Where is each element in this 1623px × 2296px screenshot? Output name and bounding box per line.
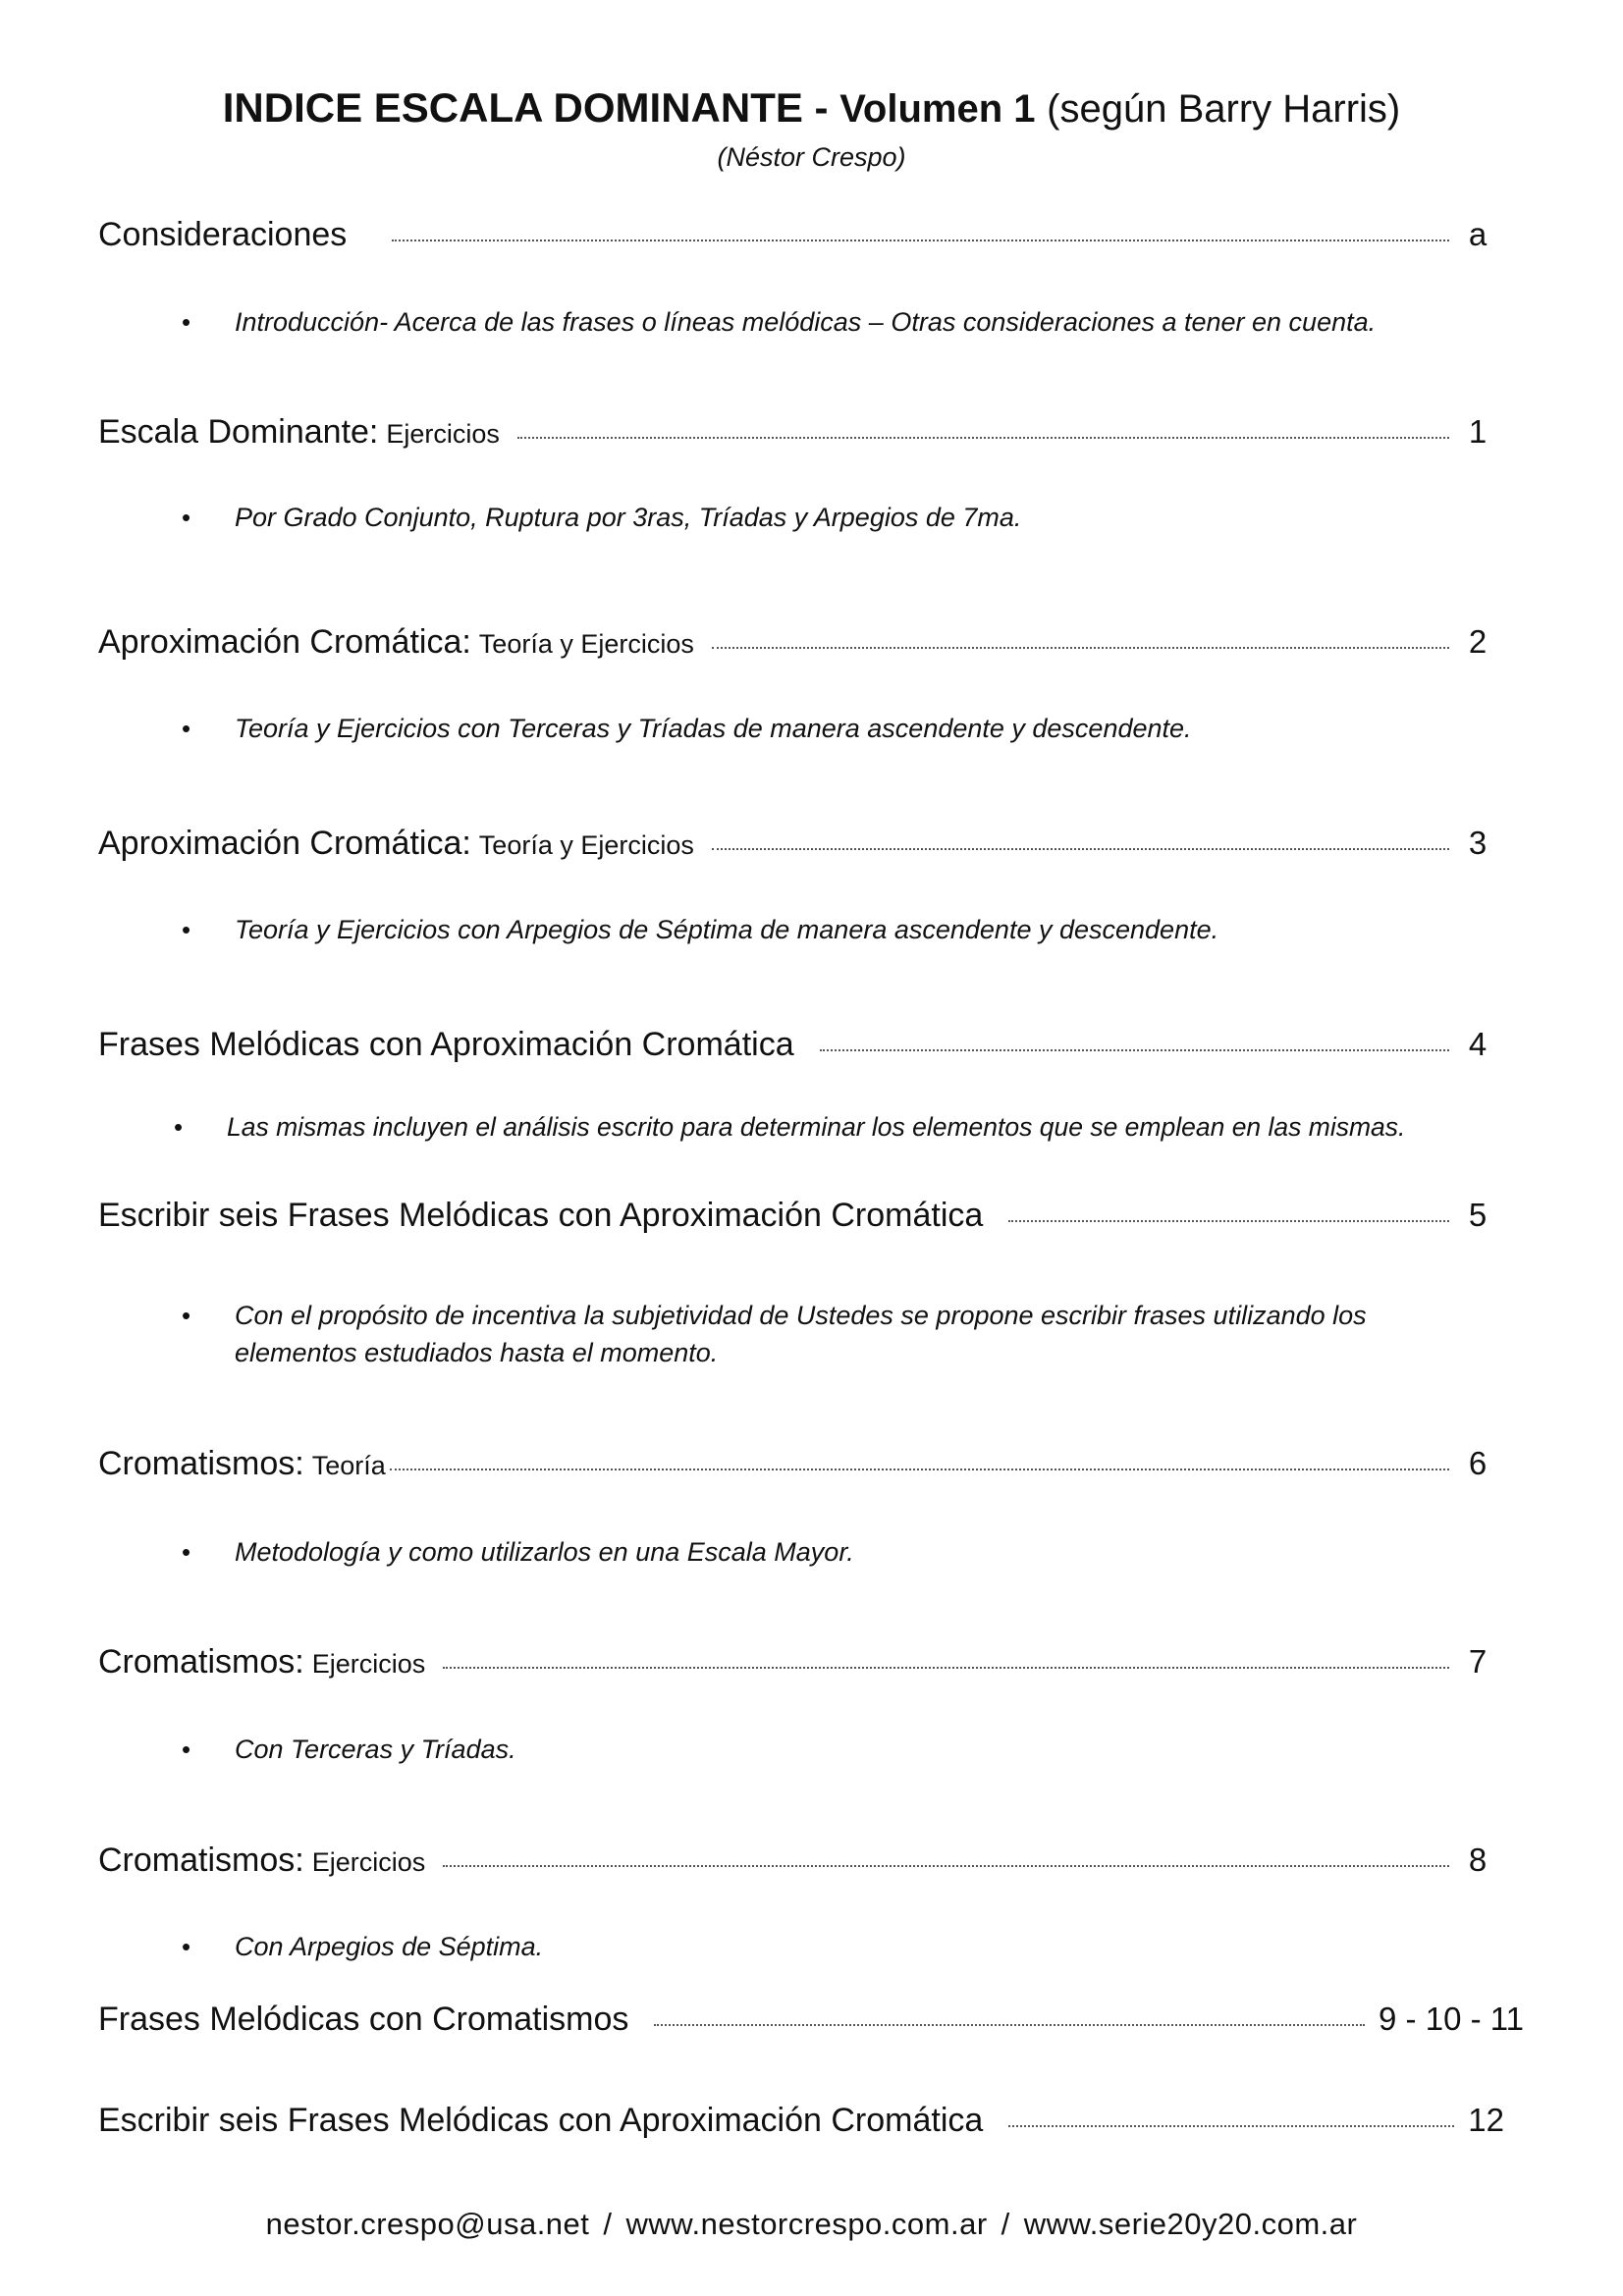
document-title: [0, 80, 1623, 136]
entry-description: Introducción- Acerca de las frases o líneas melódicas – Otras consideraciones a tener en cuenta.: [235, 307, 1377, 337]
toc-entry[interactable]: [98, 1445, 1492, 1483]
title-volume: Volumen 1: [839, 87, 1036, 131]
dot-leader: [390, 1468, 1449, 1470]
bullet-icon: •: [182, 1735, 191, 1764]
toc-entry[interactable]: [98, 825, 1492, 863]
entry-page-number: 8: [1468, 1842, 1488, 1878]
dot-leader: [1008, 2124, 1454, 2127]
toc-entry[interactable]: [98, 2001, 1524, 2039]
footer-contacts: [0, 2205, 1623, 2244]
website-link[interactable]: www.serie20y20.com.ar: [1023, 2207, 1358, 2241]
entry-subtitle: Ejercicios: [311, 1847, 426, 1877]
website-link[interactable]: www.nestorcrespo.com.ar: [625, 2207, 988, 2241]
entry-title: Cromatismos:: [98, 1643, 304, 1681]
entry-page-number: 3: [1468, 825, 1488, 861]
entry-subtitle: Ejercicios: [386, 419, 500, 449]
dot-leader: [392, 239, 1449, 241]
footer-separator: /: [603, 2207, 613, 2241]
entry-page-number: 7: [1468, 1643, 1488, 1680]
toc-entry[interactable]: [98, 1643, 1492, 1682]
list-item: [182, 911, 1478, 948]
entry-page-number: 1: [1468, 413, 1488, 450]
bullet-icon: •: [174, 1112, 184, 1142]
entry-title: Consideraciones: [98, 216, 348, 253]
list-item: [182, 1297, 1478, 1371]
bullet-icon: •: [182, 1932, 191, 1961]
entry-page-number: 5: [1468, 1197, 1488, 1233]
list-item: [182, 1928, 1478, 1965]
email-link[interactable]: nestor.crespo@usa.net: [265, 2207, 590, 2241]
dot-leader: [517, 436, 1449, 439]
toc-entry[interactable]: [98, 216, 1492, 254]
entry-subtitle: Teoría y Ejercicios: [478, 830, 694, 860]
bullet-icon: •: [182, 1537, 191, 1567]
entry-title: Escribir seis Frases Melódicas con Aproximación Cromática: [98, 2102, 984, 2139]
toc-entry[interactable]: [98, 1197, 1492, 1235]
toc-entry[interactable]: [98, 1026, 1492, 1064]
entry-description: Las mismas incluyen el análisis escrito para determinar los elementos que se emplean en las mismas.: [227, 1112, 1406, 1142]
entry-description: Con Arpegios de Séptima.: [235, 1932, 544, 1961]
entry-description: Metodología y como utilizarlos en una Escala Mayor.: [235, 1537, 854, 1567]
entry-page-number: 4: [1468, 1026, 1488, 1062]
entry-description: Por Grado Conjunto, Ruptura por 3ras, Tríadas y Arpegios de 7ma.: [235, 503, 1022, 532]
entry-title: Aproximación Cromática:: [98, 825, 471, 862]
entry-subtitle: Ejercicios: [311, 1649, 426, 1679]
bullet-icon: •: [182, 1301, 191, 1330]
list-item: [182, 499, 1478, 536]
list-item: [182, 710, 1478, 747]
list-item: [174, 1108, 1548, 1146]
entry-description: Con Terceras y Tríadas.: [235, 1735, 516, 1764]
title-attribution: (según Barry Harris): [1047, 87, 1401, 131]
title-main: INDICE ESCALA DOMINANTE -: [222, 84, 829, 131]
bullet-icon: •: [182, 915, 191, 944]
entry-title: Cromatismos:: [98, 1445, 304, 1482]
dot-leader: [820, 1048, 1449, 1051]
dot-leader: [1008, 1219, 1449, 1222]
entry-subtitle: Teoría: [311, 1451, 386, 1480]
entry-subtitle: Teoría y Ejercicios: [478, 629, 694, 659]
entry-page-number: 9 - 10 - 11: [1379, 2001, 1524, 2037]
bullet-icon: •: [182, 503, 191, 532]
document-author: (Néstor Crespo): [717, 142, 906, 172]
entry-title: Escribir seis Frases Melódicas con Aproximación Cromática: [98, 1197, 984, 1234]
list-item: [182, 303, 1478, 341]
entry-description: Con el propósito de incentiva la subjetividad de Ustedes se propone escribir frases utilizando los elementos estudiados hasta el momento.: [235, 1301, 1367, 1367]
toc-entry[interactable]: [98, 2102, 1504, 2140]
entry-description: Teoría y Ejercicios con Arpegios de Séptima de manera ascendente y descendente.: [235, 915, 1219, 944]
entry-page-number: 12: [1468, 2102, 1504, 2138]
entry-title: Cromatismos:: [98, 1842, 304, 1879]
toc-entry[interactable]: [98, 623, 1492, 662]
entry-title: Frases Melódicas con Cromatismos: [98, 2001, 629, 2038]
dot-leader: [443, 1864, 1449, 1867]
entry-page-number: a: [1468, 216, 1488, 252]
entry-page-number: 6: [1468, 1445, 1488, 1481]
dot-leader: [443, 1666, 1449, 1669]
bullet-icon: •: [182, 307, 191, 337]
bullet-icon: •: [182, 714, 191, 743]
entry-title: Aproximación Cromática:: [98, 623, 471, 661]
entry-title: Frases Melódicas con Aproximación Cromática: [98, 1026, 794, 1063]
dot-leader: [712, 646, 1449, 649]
entry-title: Escala Dominante:: [98, 413, 379, 451]
toc-entry[interactable]: [98, 413, 1492, 452]
list-item: [182, 1731, 1478, 1768]
toc-entry[interactable]: [98, 1842, 1492, 1880]
entry-page-number: 2: [1468, 623, 1488, 660]
list-item: [182, 1533, 1478, 1571]
entry-description: Teoría y Ejercicios con Terceras y Tríadas de manera ascendente y descendente.: [235, 714, 1192, 743]
footer-separator: /: [1001, 2207, 1010, 2241]
dot-leader: [712, 847, 1449, 850]
dot-leader: [654, 2023, 1365, 2026]
